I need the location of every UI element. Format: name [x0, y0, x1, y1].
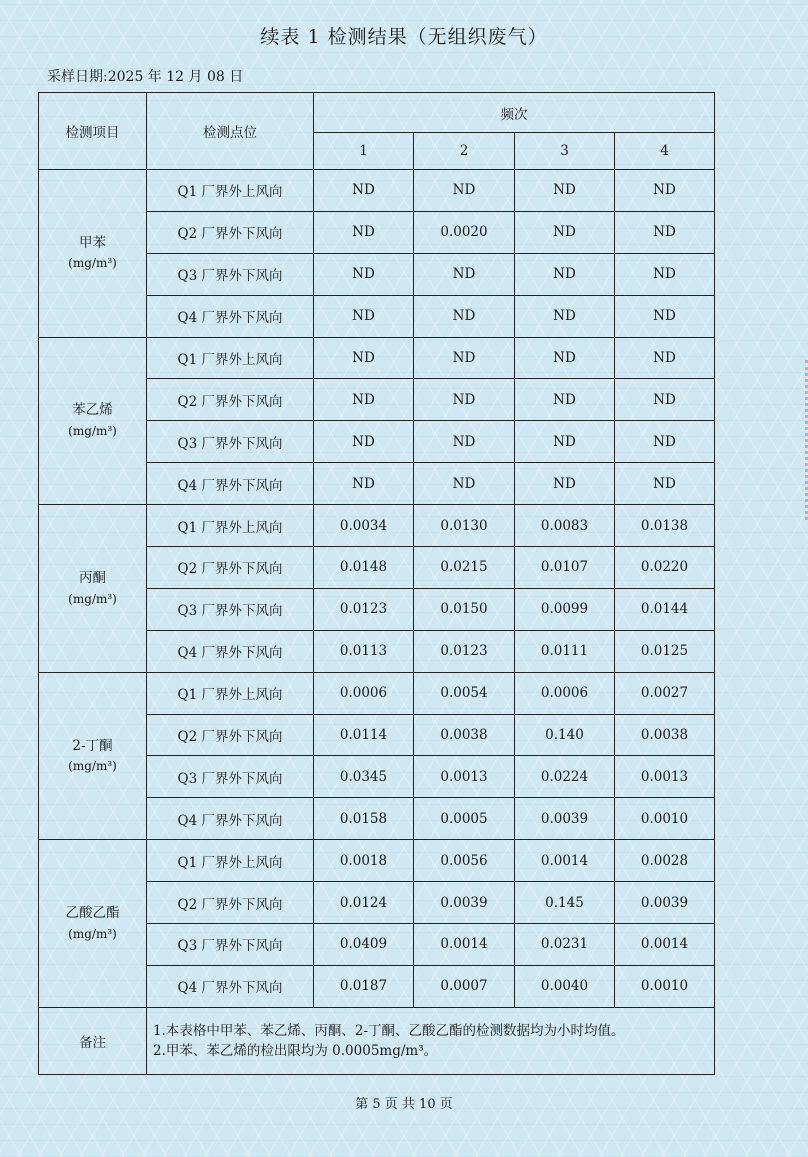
- point-cell: Q2 厂界外下风向: [147, 547, 314, 589]
- value-cell: ND: [414, 421, 515, 463]
- header-freq-1: 1: [314, 133, 414, 170]
- header-freq-4: 4: [615, 133, 715, 170]
- value-cell: 0.0027: [615, 672, 715, 714]
- point-cell: Q4 厂界外下风向: [147, 798, 314, 840]
- value-cell: 0.0054: [414, 672, 515, 714]
- value-cell: ND: [515, 253, 615, 295]
- value-cell: ND: [414, 463, 515, 505]
- point-cell: Q3 厂界外下风向: [147, 253, 314, 295]
- value-cell: ND: [615, 463, 715, 505]
- value-cell: ND: [314, 463, 414, 505]
- value-cell: 0.145: [515, 882, 615, 924]
- item-name: 2-丁酮: [72, 737, 113, 754]
- value-cell: ND: [515, 379, 615, 421]
- point-cell: Q4 厂界外下风向: [147, 965, 314, 1007]
- value-cell: ND: [615, 211, 715, 253]
- value-cell: 0.0039: [615, 882, 715, 924]
- value-cell: ND: [615, 379, 715, 421]
- value-cell: 0.0039: [515, 798, 615, 840]
- value-cell: ND: [615, 170, 715, 212]
- value-cell: ND: [314, 253, 414, 295]
- value-cell: 0.0130: [414, 505, 515, 547]
- value-cell: 0.0138: [615, 505, 715, 547]
- value-cell: 0.0114: [314, 714, 414, 756]
- point-cell: Q2 厂界外下风向: [147, 211, 314, 253]
- item-unit: (mg/m³): [68, 591, 117, 606]
- header-item: 检测项目: [39, 93, 147, 170]
- value-cell: 0.0007: [414, 965, 515, 1007]
- point-cell: Q2 厂界外下风向: [147, 379, 314, 421]
- report-title: 续表 1 检测结果（无组织废气）: [260, 26, 548, 48]
- value-cell: 0.0014: [615, 924, 715, 966]
- value-cell: ND: [515, 170, 615, 212]
- item-cell: [39, 840, 147, 1008]
- value-cell: ND: [314, 379, 414, 421]
- value-cell: 0.0215: [414, 547, 515, 589]
- item-name: 乙酸乙酯: [65, 905, 120, 922]
- value-cell: ND: [414, 295, 515, 337]
- table-row: [39, 170, 715, 212]
- header-freq-2: 2: [414, 133, 515, 170]
- seal-stamp-edge: [791, 360, 808, 520]
- point-cell: Q3 厂界外下风向: [147, 588, 314, 630]
- value-cell: 0.0038: [615, 714, 715, 756]
- value-cell: 0.0005: [414, 798, 515, 840]
- value-cell: ND: [515, 211, 615, 253]
- point-cell: Q3 厂界外下风向: [147, 756, 314, 798]
- value-cell: ND: [314, 211, 414, 253]
- value-cell: 0.0013: [615, 756, 715, 798]
- value-cell: 0.0010: [615, 965, 715, 1007]
- value-cell: ND: [615, 253, 715, 295]
- point-cell: Q2 厂界外下风向: [147, 882, 314, 924]
- value-cell: 0.0123: [414, 630, 515, 672]
- point-cell: Q2 厂界外下风向: [147, 714, 314, 756]
- point-cell: Q1 厂界外上风向: [147, 840, 314, 882]
- value-cell: 0.0006: [515, 672, 615, 714]
- item-cell: [39, 672, 147, 840]
- value-cell: ND: [515, 337, 615, 379]
- value-cell: 0.0020: [414, 211, 515, 253]
- point-cell: Q1 厂界外上风向: [147, 170, 314, 212]
- value-cell: 0.0409: [314, 924, 414, 966]
- remarks-content: [147, 1007, 715, 1074]
- table-row: [39, 840, 715, 882]
- value-cell: ND: [314, 295, 414, 337]
- item-cell: [39, 170, 147, 338]
- value-cell: 0.0010: [615, 798, 715, 840]
- value-cell: 0.0113: [314, 630, 414, 672]
- point-cell: Q4 厂界外下风向: [147, 630, 314, 672]
- item-name: 甲苯: [79, 234, 106, 251]
- point-cell: Q1 厂界外上风向: [147, 505, 314, 547]
- value-cell: 0.0040: [515, 965, 615, 1007]
- value-cell: ND: [615, 295, 715, 337]
- value-cell: ND: [615, 337, 715, 379]
- value-cell: 0.0083: [515, 505, 615, 547]
- value-cell: 0.0028: [615, 840, 715, 882]
- value-cell: 0.0111: [515, 630, 615, 672]
- table-row: [39, 337, 715, 379]
- header-point: 检测点位: [147, 93, 314, 170]
- value-cell: ND: [314, 337, 414, 379]
- value-cell: ND: [414, 379, 515, 421]
- remark-line-2: 2.甲苯、苯乙烯的检出限均为 0.0005mg/m³。: [153, 1042, 438, 1059]
- item-name: 丙酮: [79, 570, 106, 587]
- remarks-label: 备注: [39, 1007, 147, 1074]
- results-body: [39, 170, 715, 1008]
- value-cell: ND: [515, 421, 615, 463]
- table-row: [39, 505, 715, 547]
- value-cell: ND: [314, 170, 414, 212]
- value-cell: 0.0220: [615, 547, 715, 589]
- point-cell: Q3 厂界外下风向: [147, 924, 314, 966]
- value-cell: 0.0034: [314, 505, 414, 547]
- value-cell: 0.0014: [515, 840, 615, 882]
- value-cell: ND: [515, 295, 615, 337]
- value-cell: ND: [615, 421, 715, 463]
- sampling-date: 采样日期:2025 年 12 月 08 日: [47, 69, 244, 85]
- item-unit: (mg/m³): [68, 926, 117, 941]
- value-cell: 0.0144: [615, 588, 715, 630]
- value-cell: ND: [414, 253, 515, 295]
- value-cell: 0.140: [515, 714, 615, 756]
- item-name: 苯乙烯: [72, 402, 113, 419]
- point-cell: Q1 厂界外上风向: [147, 672, 314, 714]
- value-cell: 0.0038: [414, 714, 515, 756]
- item-unit: (mg/m³): [68, 256, 117, 271]
- value-cell: 0.0013: [414, 756, 515, 798]
- item-unit: (mg/m³): [68, 424, 117, 439]
- value-cell: 0.0150: [414, 588, 515, 630]
- item-cell: [39, 337, 147, 505]
- value-cell: ND: [314, 421, 414, 463]
- value-cell: 0.0018: [314, 840, 414, 882]
- value-cell: 0.0123: [314, 588, 414, 630]
- value-cell: 0.0187: [314, 965, 414, 1007]
- value-cell: 0.0345: [314, 756, 414, 798]
- value-cell: 0.0039: [414, 882, 515, 924]
- results-table: [38, 92, 715, 1075]
- value-cell: 0.0107: [515, 547, 615, 589]
- remark-line-1: 1.本表格中甲苯、苯乙烯、丙酮、2-丁酮、乙酸乙酯的检测数据均为小时均值。: [153, 1022, 625, 1039]
- page-footer: 第 5 页 共 10 页: [355, 1097, 453, 1112]
- value-cell: ND: [414, 170, 515, 212]
- point-cell: Q4 厂界外下风向: [147, 463, 314, 505]
- point-cell: Q1 厂界外上风向: [147, 337, 314, 379]
- value-cell: ND: [414, 337, 515, 379]
- header-frequency: 频次: [314, 93, 715, 133]
- value-cell: 0.0224: [515, 756, 615, 798]
- value-cell: 0.0056: [414, 840, 515, 882]
- table-row: [39, 672, 715, 714]
- value-cell: 0.0099: [515, 588, 615, 630]
- item-cell: [39, 505, 147, 673]
- value-cell: 0.0006: [314, 672, 414, 714]
- point-cell: Q3 厂界外下风向: [147, 421, 314, 463]
- value-cell: 0.0158: [314, 798, 414, 840]
- header-freq-3: 3: [515, 133, 615, 170]
- value-cell: 0.0014: [414, 924, 515, 966]
- value-cell: 0.0125: [615, 630, 715, 672]
- point-cell: Q4 厂界外下风向: [147, 295, 314, 337]
- value-cell: 0.0231: [515, 924, 615, 966]
- item-unit: (mg/m³): [68, 759, 117, 774]
- value-cell: 0.0148: [314, 547, 414, 589]
- value-cell: ND: [515, 463, 615, 505]
- value-cell: 0.0124: [314, 882, 414, 924]
